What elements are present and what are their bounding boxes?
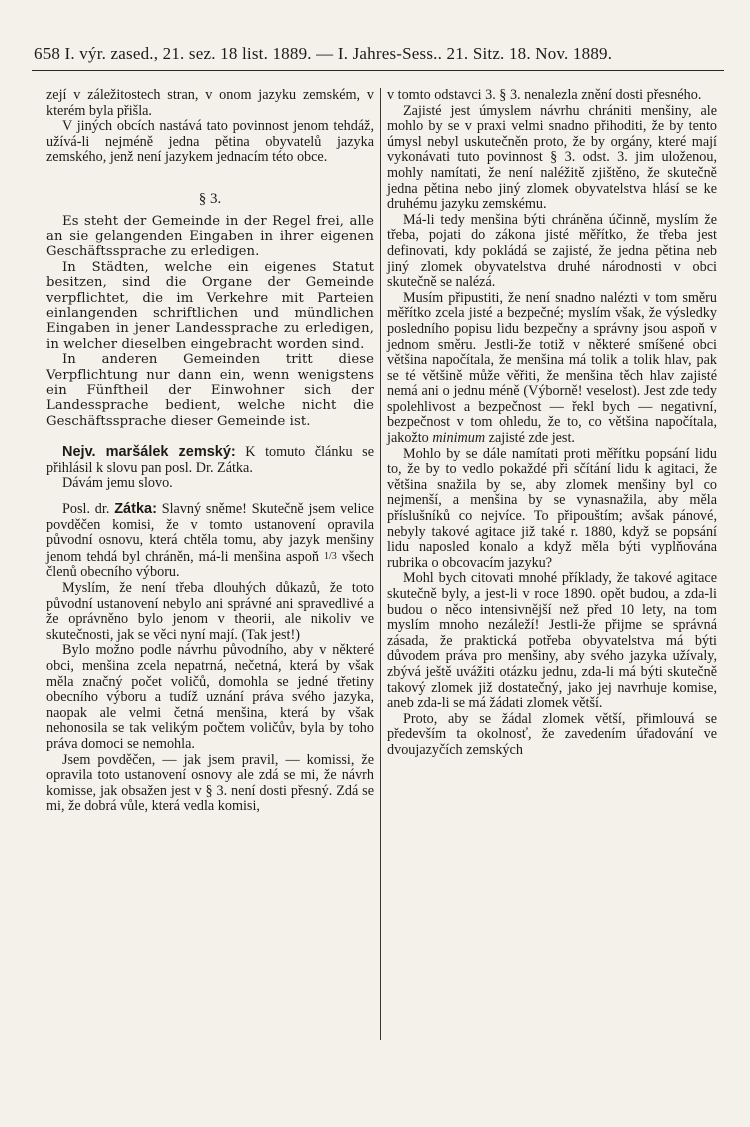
- paragraph: zejí v záležitostech stran, v onom jazyku zemském, v kterém byla přišla.: [46, 87, 374, 119]
- speaker-name: Zátka:: [114, 501, 157, 518]
- german-paragraph: In anderen Gemeinden tritt diese Verpflichtung nur dann ein, wenn wenigstens ein Fünftheil der Einwohner sich der Landessprache bedient, welche nicht die Geschäftssprache dieser Gemeinde ist.: [46, 352, 374, 429]
- paragraph: Myslím, že není třeba dlouhých důkazů, že toto původní ustanovení nebylo ani správné ani spravedlivé a že oprávněno bylo jenom v theorii, ale nikoliv ve skutečnosti, jak se věci nyní mají. (Tak jest!): [46, 580, 374, 643]
- paragraph: Mohl bych citovati mnohé příklady, že takové agitace skutečně byly, a jest-li v roce 1890. opět budou, a zda-li budou o něco intensivnější než před 10 lety, na tom myslím mnoho nezáleží! Jestli-že přijme se správná zásada, že praktická potřeba obyvatelstva má býti důvodem práva pro menšiny, aby svého jazyka užívaly, zbývá ještě uvážiti otázku jednu, zda-li má býti skutečně takový zlomek již dostatečný, jako jej navrhuje komise, aneb zda-li se má žádati zlomek větší.: [387, 570, 717, 712]
- speaker-name: Nejv. maršálek zemský:: [62, 444, 236, 461]
- left-column: [46, 88, 374, 815]
- section-heading: § 3.: [198, 190, 222, 207]
- spacer: [46, 429, 374, 445]
- fraction: 1/3: [323, 550, 337, 562]
- speech-text: všech členů obecního výboru.: [46, 548, 374, 581]
- paragraph: Jsem povděčen, — jak jsem pravil, — komissi, že opravila toto ustanovení osnovy ale zdá se mi, že návrh komisse, jak obsažen jest v § 3. není dosti přesný. Zdá se mi, že dobrá vůle, která vedla komisi,: [46, 751, 374, 815]
- speech-text: Slavný sněme! Skutečně jsem velice povděčen komisi, že v tomto ustanovení opravila původní osnovu, která chtěla tomu, aby jazyk menšiny jenom tehdá byl chráněn, má-li menšina aspoň: [46, 501, 374, 565]
- column-divider: [380, 88, 381, 1040]
- speech-text: Musím připustiti, že není snadno nalézti v tom směru měřítko zcela jisté a bezpečné; myslím však, že výsledky posledního popisu lidu bezpečny a správny jsou aspoň v jednom směru. Jestli-že totiž v některé smíšené obci většina napočítala, že menšina má tolik a tolik hlav, pak se té většině může věřiti, že menšina těch hlav zajisté nemá ani o jednu méně (Výborně! veselost). Jest zde tedy spolehlivost a bezpečnost — řekl bych — negativní, bezpečnost v tom ohledu, že to, co většina napočítala, jakožto: [387, 289, 717, 447]
- paragraph: Dávám jemu slovo.: [62, 475, 173, 492]
- page-header: 658 I. výr. zased., 21. sez. 18 list. 1889. — I. Jahres-Sess.. 21. Sitz. 18. Nov. 1889.: [34, 44, 613, 63]
- right-column: [387, 88, 717, 759]
- speech-text: zajisté zde jest.: [485, 430, 575, 447]
- paragraph: Zajisté jest úmyslem návrhu chrániti menšiny, ale mohlo by se v praxi velmi snadno přihoditi, že by tento úmysl nebyl uskutečněn proto, že by orgány, které mají vykonávati tuto povinnost § 3. odst. 3. jim uloženou, mohly namítati, že není naléžitě zjištěno, že skutečně jedna pětina nebo jiný zlomek obyvatelstva hlásí se ke druhému jazyku zemskému.: [387, 102, 717, 213]
- paragraph: Bylo možno podle návrhu původního, aby v některé obci, menšina zcela nepatrná, nečetná, která by však měla značný počet voličů, domohla se jedné třetiny obecního výboru a tudíž uznání práva svého jazyka, naopak ale velmi četná menšina, která by však nehonosila se tak velikým počtem voličův, byla by toho práva domoci se nemohla.: [46, 642, 374, 752]
- paragraph: [387, 291, 717, 447]
- paragraph: Proto, aby se žádal zlomek větší, přimlouvá se především ta okolnosť, že zavedením úřadování ve dvoujazyčích zemských: [387, 710, 717, 758]
- header-rule: [32, 70, 724, 71]
- speech-text: K tomuto článku se přihlásil k slovu pan posl. Dr. Zátka.: [46, 444, 374, 476]
- paragraph: V jiných obcích nastává tato povinnost jenom tehdáž, užívá-li nejméně jedna pětina obyvatelů jazyka zemského, jenž není jazykem jednacím této obce.: [46, 118, 374, 166]
- paragraph: [46, 445, 374, 476]
- paragraph: [46, 502, 374, 581]
- german-paragraph: In Städten, welche ein eigenes Statut besitzen, sind die Organe der Gemeinde verpflichtet, die im Verkehre mit Parteien einlangenden schriftlichen und mündlichen Eingaben in jener Landessprache zu erledigen, in welcher dieselben eingebracht worden sind.: [46, 259, 374, 352]
- paragraph: Mohlo by se dále namítati proti měřítku popsání lidu to, že by to vedlo pokaždé při sčítání lidu k agitaci, že většina snažila by se, aby zlomek menšiny byl co nejmenší, a menšina by se vynasnažila, aby měla příslušníků co nejvíce. To připouštím; avšak pánové, nebyly takové agitace již také r. 1880, když se popsání lidu naposled konalo a když měla býti vyplňována rubrika o obcovacím jazyku?: [387, 445, 717, 571]
- speaker-prefix: Posl. dr.: [62, 501, 115, 518]
- italic-term: minimum: [432, 430, 486, 447]
- german-paragraph: Es steht der Gemeinde in der Regel frei, alle an sie gelangenden Eingaben in ihrer eigenen Geschäftssprache zu erledigen.: [46, 213, 374, 260]
- paragraph: v tomto odstavci 3. § 3. nenalezla znění dosti přesného.: [387, 87, 702, 103]
- paragraph: Má-li tedy menšina býti chráněna účinně, myslím že třeba, pojati do zákona jisté měřítko, že třeba jest definovati, kdy pokládá se zajisté, že jedna pětina neb jiný zlomek obyvatelstva druhé národnosti v obci skutečně se nalézá.: [387, 211, 717, 291]
